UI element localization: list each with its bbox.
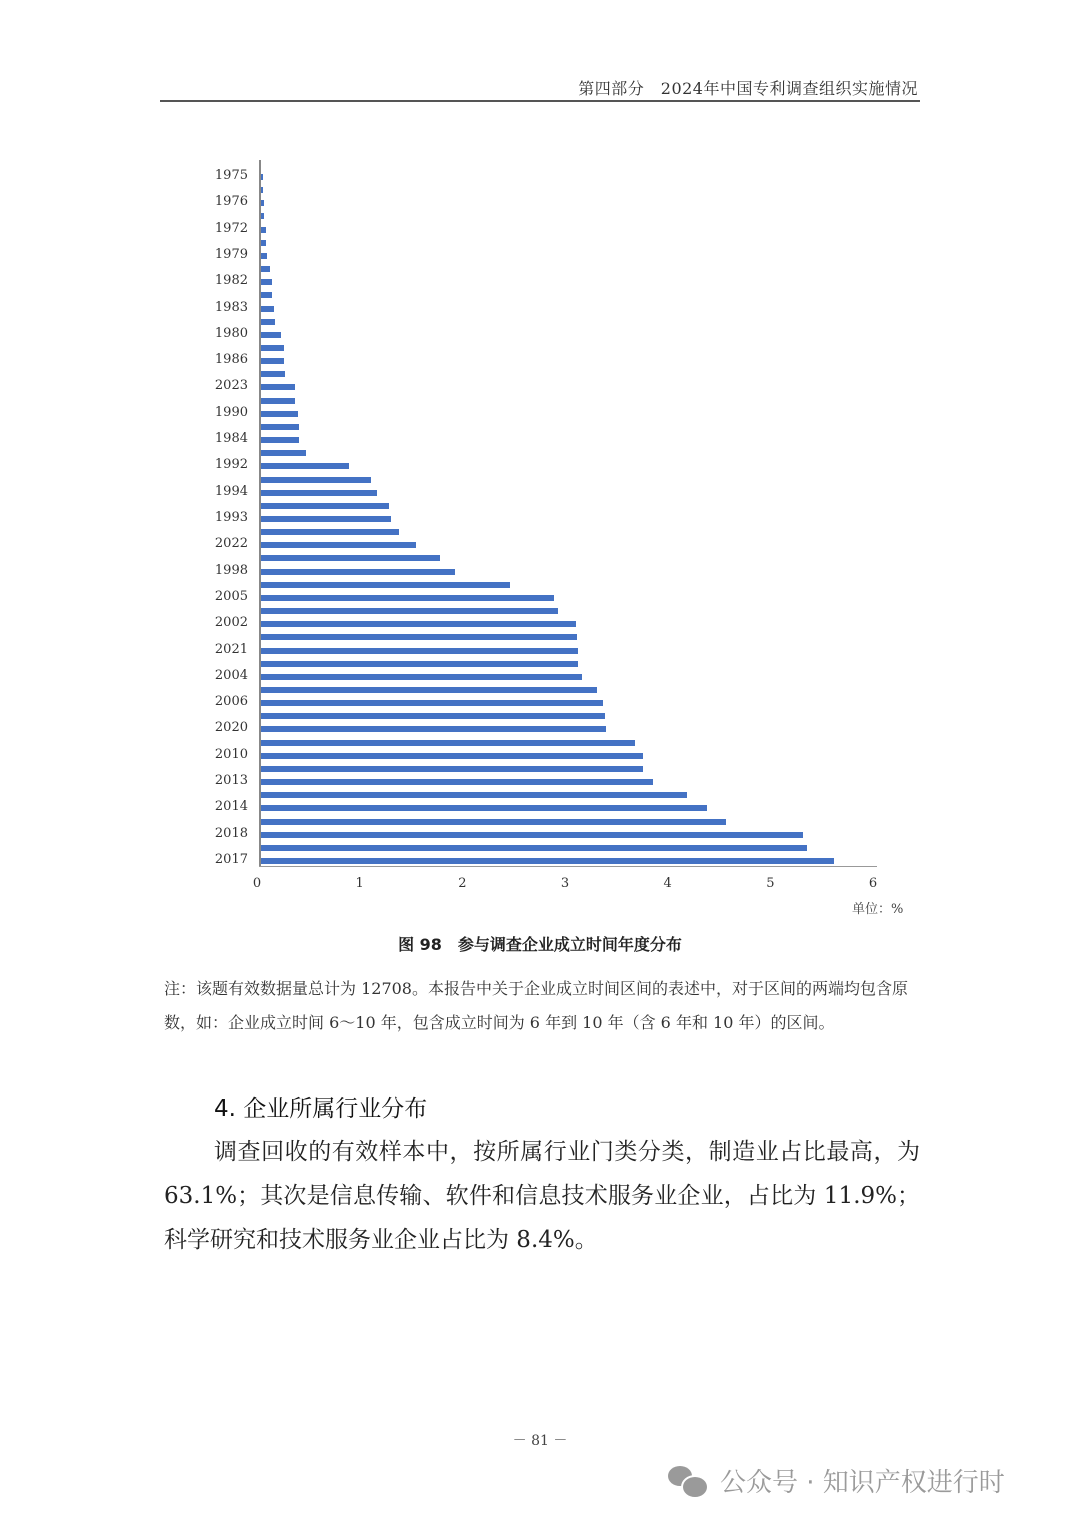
bar	[261, 634, 577, 640]
bar	[261, 740, 635, 746]
y-tick-label: 2023	[214, 378, 248, 394]
watermark	[668, 1462, 1005, 1499]
x-tick-label: 0	[252, 876, 262, 891]
bar	[261, 753, 643, 759]
figure-caption: 图 98 参与调查企业成立时间年度分布	[398, 935, 682, 954]
bar	[261, 700, 603, 706]
bar	[261, 411, 298, 417]
section-heading: 4. 企业所属行业分布	[214, 1096, 428, 1122]
y-tick-label: 2010	[214, 746, 248, 762]
bar	[261, 174, 263, 180]
y-tick-label: 1982	[214, 273, 248, 289]
watermark-text: 公众号 · 知识产权进行时	[720, 1468, 1005, 1498]
y-tick-label: 2013	[214, 773, 248, 789]
bar	[261, 529, 399, 535]
bar	[261, 569, 455, 575]
bar	[261, 306, 274, 312]
bar	[261, 661, 578, 667]
bar	[261, 437, 299, 443]
wechat-icon	[668, 1464, 708, 1498]
bar	[261, 858, 834, 864]
y-tick-label: 2018	[214, 825, 248, 841]
x-tick-label: 4	[663, 876, 672, 891]
bar	[261, 240, 266, 246]
x-axis	[259, 866, 877, 867]
bar	[261, 766, 643, 772]
bar	[261, 200, 264, 206]
y-tick-label: 1983	[214, 299, 248, 315]
bar	[261, 490, 377, 496]
bar-chart	[200, 150, 920, 920]
bar	[261, 805, 707, 811]
unit-label: 单位：%	[852, 902, 904, 917]
bar	[261, 674, 582, 680]
y-tick-label: 1984	[214, 431, 248, 447]
y-tick-label: 1972	[214, 220, 248, 236]
bar	[261, 792, 687, 798]
bar	[261, 516, 391, 522]
y-tick-label: 2022	[214, 536, 248, 552]
bar	[261, 332, 281, 338]
y-tick-label: 1994	[214, 483, 248, 499]
bar	[261, 450, 306, 456]
bar	[261, 819, 726, 825]
header-text: 第四部分 2024年中国专利调查组织实施情况	[578, 79, 918, 98]
y-tick-label: 2002	[214, 615, 248, 631]
y-tick-label: 1979	[214, 246, 248, 262]
figure-note: 注：该题有效数据量总计为 12708。本报告中关于企业成立时间区间的表述中，对于区间的两端均包含原数，如：企业成立时间 6～10 年，包含成立时间为 6 年到 10 年（含 6 年和 10 年）的区间。	[164, 979, 908, 1032]
bar	[261, 253, 267, 259]
y-tick-label: 1980	[214, 325, 248, 341]
bar	[261, 424, 299, 430]
y-tick-label: 1998	[214, 562, 248, 578]
x-tick-label: 2	[458, 876, 467, 891]
bar	[261, 503, 389, 509]
y-tick-label: 1976	[214, 194, 248, 210]
bar	[261, 779, 653, 785]
x-tick-label: 6	[868, 876, 878, 891]
bar	[261, 713, 605, 719]
bar	[261, 845, 807, 851]
bar	[261, 227, 266, 233]
y-tick-label: 2020	[214, 720, 248, 736]
section-body: 调查回收的有效样本中，按所属行业门类分类，制造业占比最高，为 63.1%；其次是信息传输、软件和信息技术服务业企业，占比为 11.9%；科学研究和技术服务业企业占比为 8.4%。	[164, 1139, 920, 1253]
bar	[261, 477, 371, 483]
bar	[261, 266, 270, 272]
bar	[261, 463, 349, 469]
page-header	[160, 74, 920, 102]
bar	[261, 582, 510, 588]
bar	[261, 279, 272, 285]
y-tick-label: 2014	[214, 799, 248, 815]
bar	[261, 595, 554, 601]
x-tick-label: 1	[355, 876, 364, 891]
y-tick-label: 1975	[214, 168, 248, 183]
y-tick-label: 1986	[214, 352, 248, 368]
x-tick-label: 5	[766, 876, 775, 891]
x-tick-label: 3	[560, 876, 570, 891]
bar	[261, 687, 597, 693]
bar	[261, 621, 576, 627]
bar	[261, 213, 264, 219]
bar	[261, 555, 440, 561]
bar	[261, 726, 606, 732]
y-tick-label: 1992	[214, 457, 248, 473]
bar	[261, 371, 285, 377]
y-tick-label: 2017	[214, 852, 248, 867]
bar	[261, 832, 803, 838]
bar	[261, 608, 558, 614]
bar	[261, 384, 295, 390]
bar	[261, 648, 578, 654]
y-tick-label: 2006	[214, 694, 248, 710]
bar	[261, 345, 284, 351]
bar	[261, 398, 295, 404]
y-tick-label: 2021	[214, 641, 248, 657]
y-tick-label: 1993	[214, 510, 248, 525]
y-tick-label: 2004	[214, 667, 248, 683]
y-tick-label: 1990	[214, 404, 248, 420]
bar	[261, 358, 284, 364]
page-number: － 81 －	[512, 1433, 568, 1449]
bar	[261, 187, 263, 193]
y-tick-label: 2005	[214, 588, 248, 604]
bar	[261, 542, 416, 548]
bar	[261, 292, 272, 298]
bar	[261, 319, 275, 325]
